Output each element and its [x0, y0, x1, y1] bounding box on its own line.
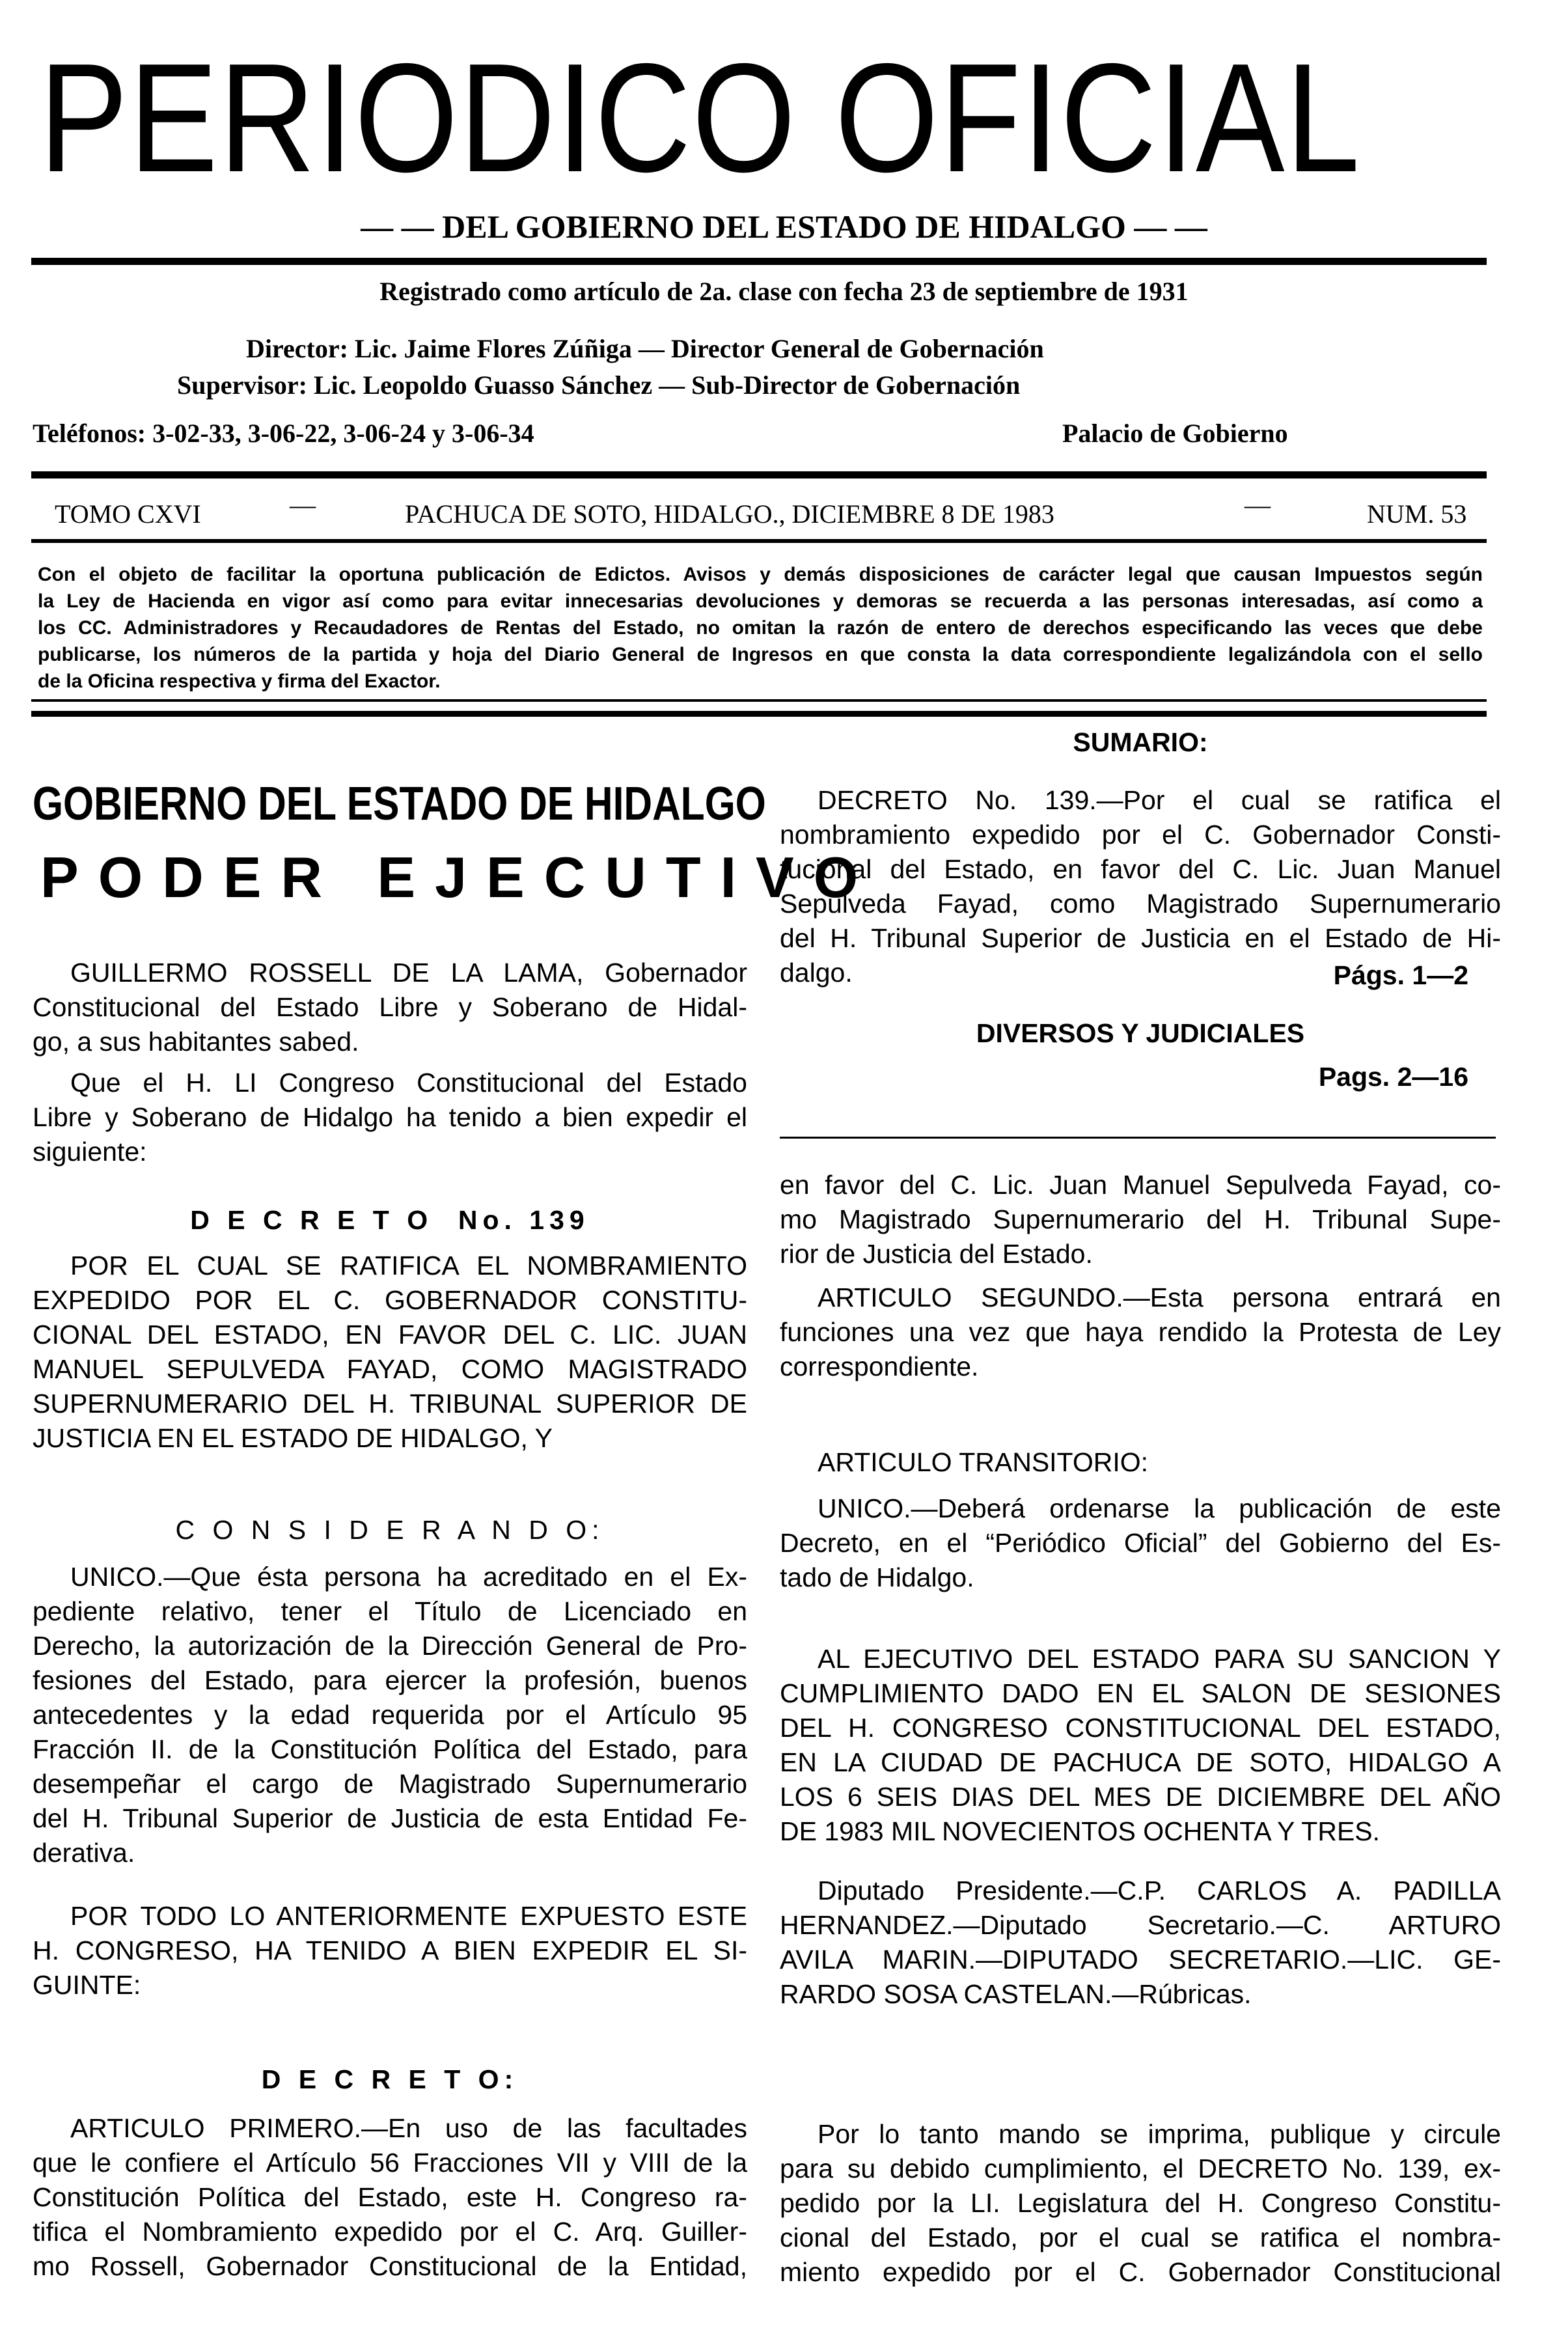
text-line: mo Magistrado Supernumerario del H. Tribunal Supe-: [780, 1204, 1501, 1234]
congress-paragraph: [33, 1066, 747, 1169]
text-line: antecedentes y la edad requerida por el Artículo 95: [33, 1700, 747, 1730]
diversos-heading: DIVERSOS Y JUDICIALES: [976, 1018, 1305, 1048]
separator: —: [1245, 490, 1271, 519]
text-line: UNICO.—Que ésta persona ha acreditado en el Ex-: [70, 1562, 747, 1592]
text-line: pedido por la LI. Legislatura del H. Congreso Constitu-: [780, 2188, 1501, 2218]
continued-paragraph: [780, 1168, 1501, 1271]
place-date: PACHUCA DE SOTO, HIDALGO., DICIEMBRE 8 DE 1983: [405, 499, 1054, 529]
text-line: CIONAL DEL ESTADO, EN FAVOR DEL C. LIC. JUAN: [33, 1320, 747, 1350]
text-line: Derecho, la autorización de la Dirección General de Pro-: [33, 1631, 747, 1661]
text-line: DEL H. CONGRESO CONSTITUCIONAL DEL ESTADO,: [780, 1713, 1501, 1743]
por-todo-paragraph: [33, 1899, 747, 2002]
text-line: POR EL CUAL SE RATIFICA EL NOMBRAMIENTO: [70, 1251, 747, 1281]
text-line: AL EJECUTIVO DEL ESTADO PARA SU SANCION Y: [818, 1644, 1501, 1674]
text-line: Sepulveda Fayad, como Magistrado Supernumerario: [780, 889, 1501, 919]
text-line: que le confiere el Artículo 56 Fracciones VII y VIII de la: [33, 2148, 747, 2178]
signatures-paragraph: [780, 1874, 1501, 2012]
text-line: mo Rossell, Gobernador Constitucional de la Entidad,: [33, 2251, 747, 2281]
text-line: ARTICULO SEGUNDO.—Esta persona entrará en: [818, 1282, 1501, 1312]
text-line: AVILA MARIN.—DIPUTADO SECRETARIO.—LIC. GE-: [780, 1945, 1501, 1974]
text-line: Diputado Presidente.—C.P. CARLOS A. PADILLA: [818, 1876, 1501, 1905]
heading-gobierno: GOBIERNO DEL ESTADO DE HIDALGO: [33, 778, 766, 830]
text-line: ARTICULO PRIMERO.—En uso de las facultades: [70, 2113, 747, 2143]
text-line: POR TODO LO ANTERIORMENTE EXPUESTO ESTE: [70, 1901, 747, 1931]
intro-paragraph: [33, 956, 747, 1059]
sancion-paragraph: [780, 1642, 1501, 1849]
pages-2-16: Pags. 2—16: [1318, 1062, 1468, 1092]
text-line: HERNANDEZ.—Diputado Secretario.—C. ARTURO: [780, 1910, 1501, 1940]
supervisor-line: Supervisor: Lic. Leopoldo Guasso Sánchez — Sub-Director de Gobernación: [177, 370, 1021, 400]
text-line: H. CONGRESO, HA TENIDO A BIEN EXPEDIR EL SI-: [33, 1935, 747, 1965]
text-line: Constitucional del Estado Libre y Soberano de Hidal-: [33, 992, 747, 1022]
decree-title: D E C R E T O No. 139: [190, 1205, 590, 1235]
text-line: RARDO SOSA CASTELAN.—Rúbricas.: [780, 1979, 1252, 2009]
volume: TOMO CXVI: [55, 499, 201, 529]
text-line: en favor del C. Lic. Juan Manuel Sepulveda Fayad, co-: [780, 1170, 1501, 1200]
separator: —: [290, 490, 316, 519]
articulo-primero: [33, 2111, 747, 2284]
text-line: dalgo.: [780, 958, 853, 988]
text-line: Libre y Soberano de Hidalgo ha tenido a bien expedir el: [33, 1102, 747, 1132]
text-line: nombramiento expedido por el C. Gobernador Consti-: [780, 820, 1501, 850]
text-line: LOS 6 SEIS DIAS DEL MES DE DICIEMBRE DEL AÑO: [780, 1782, 1501, 1812]
considerando-heading: C O N S I D E R A N D O:: [175, 1515, 605, 1545]
text-line: de la Oficina respectiva y firma del Exactor.: [38, 671, 441, 692]
unico-transitorio: [780, 1491, 1501, 1595]
text-line: JUSTICIA EN EL ESTADO DE HIDALGO, Y: [33, 1423, 553, 1453]
transitorio-heading: ARTICULO TRANSITORIO:: [818, 1447, 1149, 1477]
text-line: Fracción II. de la Constitución Política del Estado, para: [33, 1734, 747, 1764]
decree-summary: [33, 1249, 747, 1456]
text-line: GUINTE:: [33, 1970, 141, 2000]
divider: [31, 699, 1487, 702]
text-line: tado de Hidalgo.: [780, 1562, 974, 1592]
text-line: del H. Tribunal Superior de Justicia de esta Entidad Fe-: [33, 1803, 747, 1833]
text-line: DE 1983 MIL NOVECIENTOS OCHENTA Y TRES.: [780, 1816, 1381, 1846]
text-line: derativa.: [33, 1838, 135, 1868]
divider: [31, 711, 1487, 717]
text-line: GUILLERMO ROSSELL DE LA LAMA, Gobernador: [70, 958, 747, 988]
heading-poder-ejecutivo: PODER EJECUTIVO: [40, 845, 878, 909]
registration-line: Registrado como artículo de 2a. clase con fecha 23 de septiembre de 1931: [379, 277, 1189, 306]
pages-1-2: Págs. 1—2: [1333, 960, 1468, 990]
text-line: go, a sus habitantes sabed.: [33, 1027, 359, 1057]
text-line: MANUEL SEPULVEDA FAYAD, COMO MAGISTRADO: [33, 1354, 747, 1384]
sumario-heading: SUMARIO:: [1073, 727, 1208, 757]
divider: [31, 258, 1487, 265]
promulgation-paragraph: [780, 2117, 1501, 2290]
director-line: Director: Lic. Jaime Flores Zúñiga — Director General de Gobernación: [246, 334, 1044, 363]
phones-line: Teléfonos: 3-02-33, 3-06-22, 3-06-24 y 3-06-34: [33, 419, 534, 448]
decreto-heading: D E C R E T O:: [261, 2064, 519, 2094]
address: Palacio de Gobierno: [1062, 419, 1288, 448]
articulo-segundo: [780, 1281, 1501, 1384]
text-line: DECRETO No. 139.—Por el cual se ratifica el: [818, 785, 1501, 815]
text-line: Constitución Política del Estado, este H. Congreso ra-: [33, 2182, 747, 2212]
notice: [38, 561, 1483, 695]
text-line: Por lo tanto mando se imprima, publique y circule: [818, 2119, 1501, 2149]
text-line: Con el objeto de facilitar la oportuna publicación de Edictos. Avisos y demás disposiciones de carácter legal que causan Impuestos según: [38, 564, 1483, 585]
masthead-subtitle: — — DEL GOBIERNO DEL ESTADO DE HIDALGO — —: [361, 208, 1207, 245]
text-line: miento expedido por el C. Gobernador Constitucional: [780, 2257, 1501, 2287]
text-line: SUPERNUMERARIO DEL H. TRIBUNAL SUPERIOR DE: [33, 1389, 747, 1419]
text-line: del H. Tribunal Superior de Justicia en el Estado de Hi-: [780, 923, 1501, 953]
text-line: fesiones del Estado, para ejercer la profesión, buenos: [33, 1665, 747, 1695]
text-line: la Ley de Hacienda en vigor así como para evitar innecesarias devoluciones y demoras se recuerda a las personas interesadas, así como a: [38, 590, 1483, 612]
text-line: publicarse, los números de la partida y hoja del Diario General de Ingresos en que consta la data correspondiente legalizándola con el sello: [38, 644, 1483, 665]
text-line: cional del Estado, por el cual se ratifica el nombra-: [780, 2223, 1501, 2252]
text-line: tucional del Estado, en favor del C. Lic. Juan Manuel: [780, 854, 1501, 884]
text-line: funciones una vez que haya rendido la Protesta de Ley: [780, 1317, 1501, 1347]
text-line: desempeñar el cargo de Magistrado Supernumerario: [33, 1769, 747, 1799]
text-line: EN LA CIUDAD DE PACHUCA DE SOTO, HIDALGO A: [780, 1747, 1501, 1777]
text-line: los CC. Administradores y Recaudadores de Rentas del Estado, no omitan la razón de entero de derechos especificando las veces que debe: [38, 617, 1483, 639]
text-line: rior de Justicia del Estado.: [780, 1239, 1093, 1269]
text-line: correspondiente.: [780, 1351, 979, 1381]
text-line: siguiente:: [33, 1137, 147, 1167]
text-line: EXPEDIDO POR EL C. GOBERNADOR CONSTITU-: [33, 1285, 747, 1315]
divider: [31, 471, 1487, 478]
text-line: tifica el Nombramiento expedido por el C. Arq. Guiller-: [33, 2217, 747, 2247]
text-line: para su debido cumplimiento, el DECRETO No. 139, ex-: [780, 2154, 1501, 2183]
unico-paragraph: [33, 1560, 747, 1870]
text-line: CUMPLIMIENTO DADO EN EL SALON DE SESIONES: [780, 1678, 1501, 1708]
text-line: Que el H. LI Congreso Constitucional del Estado: [70, 1068, 747, 1098]
text-line: UNICO.—Deberá ordenarse la publicación de este: [818, 1493, 1501, 1523]
divider: [31, 539, 1487, 543]
text-line: Decreto, en el “Periódico Oficial” del Gobierno del Es-: [780, 1528, 1501, 1558]
masthead-title: PERIODICO OFICIAL: [39, 32, 1361, 204]
text-line: pediente relativo, tener el Título de Licenciado en: [33, 1596, 747, 1626]
issue-number: NUM. 53: [1367, 499, 1467, 529]
divider: [780, 1137, 1496, 1139]
